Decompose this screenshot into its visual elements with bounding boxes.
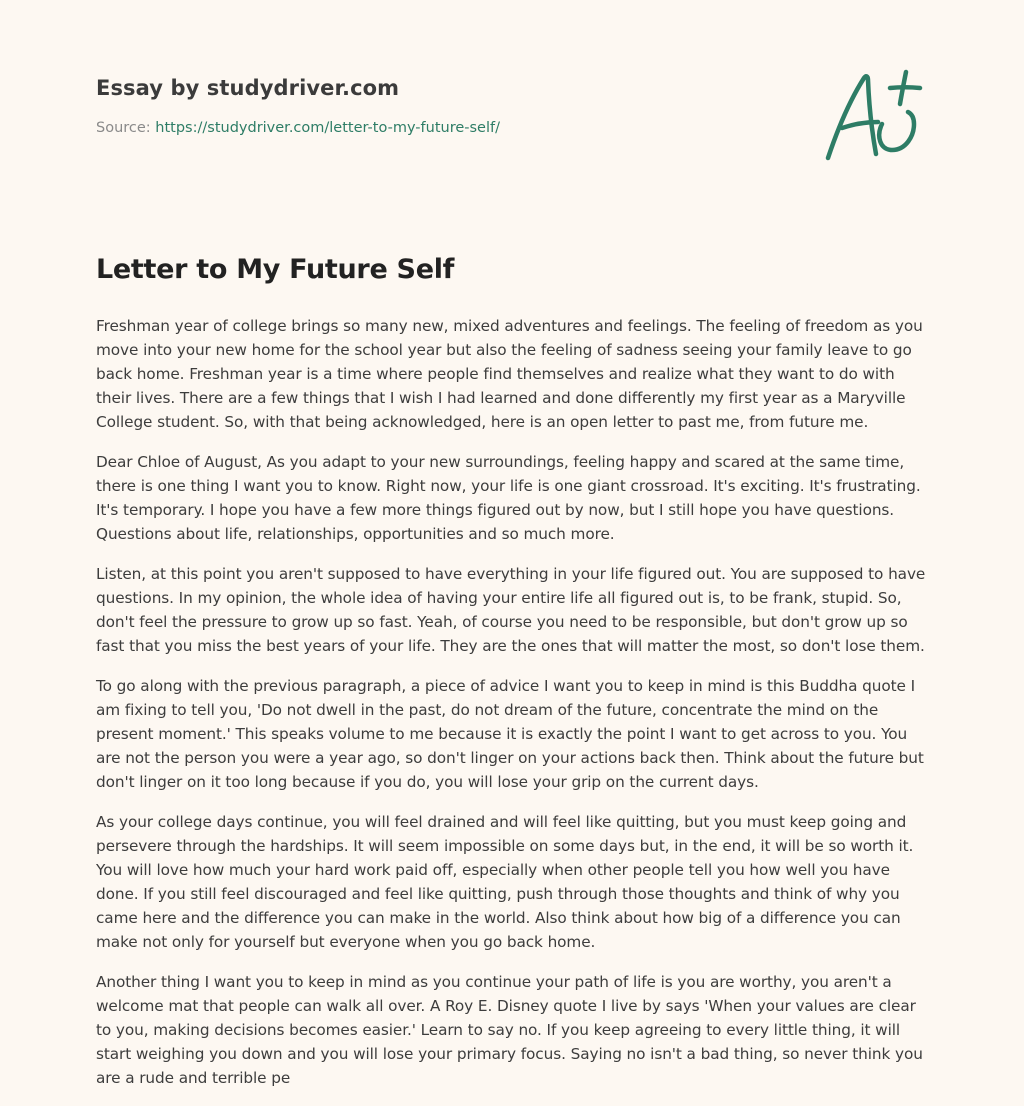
source-line bbox=[96, 120, 796, 136]
site-brand: Essay by studydriver.com bbox=[96, 76, 400, 100]
essay-paragraph: Freshman year of college brings so many new, mixed adventures and feelings. The feeling of freedom as you move into your new home for the school year but also the feeling of sadness seeing your family leave to go back home. Freshman year is a time where people find themselves and realize what they want to do with their lives. There are a few things that I wish I had learned and done differently my first year as a Maryville College student. So, with that being acknowledged, here is an open letter to past me, from future me. bbox=[96, 317, 923, 431]
essay-paragraph: To go along with the previous paragraph, a piece of advice I want you to keep in mind is this Buddha quote I am fixing to tell you, 'Do not dwell in the past, do not dream of the future, concentrate the mind on the present moment.' This speaks volume to me because it is exactly the point I want to get across to you. You are not the person you were a year ago, so don't linger on your actions back then. Think about the future but don't linger on it too long because if you do, you will lose your grip on the current days. bbox=[96, 677, 924, 791]
essay-paragraph: Dear Chloe of August, As you adapt to your new surroundings, feeling happy and scared at the same time, there is one thing I want you to know. Right now, your life is one giant crossroad. It's exciting. It's frustrating. It's temporary. I hope you have a few more things figured out by now, but I still hope you have questions. Questions about life, relationships, opportunities and so much more. bbox=[96, 453, 921, 543]
essay-paragraph: As your college days continue, you will feel drained and will feel like quitting, but you must keep going and persevere through the hardships. It will seem impossible on some days but, in the end, it will be so worth it. You will love how much your hard work paid off, especially when other people tell you how well you have done. If you still feel discouraged and feel like quitting, push through those thoughts and think of why you came here and the difference you can make in the world. Also think about how big of a difference you can make not only for yourself but everyone when you go back home. bbox=[96, 813, 914, 951]
essay-title: Letter to My Future Self bbox=[96, 254, 455, 285]
essay-paragraph: Another thing I want you to keep in mind as you continue your path of life is you are worthy, you aren't a welcome mat that people can walk all over. A Roy E. Disney quote I live by says 'When your values are clear to you, making decisions becomes easier.' Learn to say no. If you keep agreeing to every little thing, it will start weighing you down and you will lose your primary focus. Saying no isn't a bad thing, so never think you are a rude and terrible pe bbox=[96, 973, 923, 1087]
essay-body bbox=[96, 314, 932, 1106]
essay-header bbox=[96, 76, 796, 136]
a-plus-grade-logo-icon bbox=[820, 66, 930, 166]
essay-paragraph: Listen, at this point you aren't supposed to have everything in your life figured out. You are supposed to have questions. In my opinion, the whole idea of having your entire life all figured out is, to be frank, stupid. So, don't feel the pressure to grow up so fast. Yeah, of course you need to be responsible, but don't grow up so fast that you miss the best years of your life. They are the ones that will matter the most, so don't lose them. bbox=[96, 565, 926, 655]
source-label: Source: bbox=[96, 120, 156, 136]
source-link[interactable]: https://studydriver.com/letter-to-my-future-self/ bbox=[155, 120, 500, 136]
